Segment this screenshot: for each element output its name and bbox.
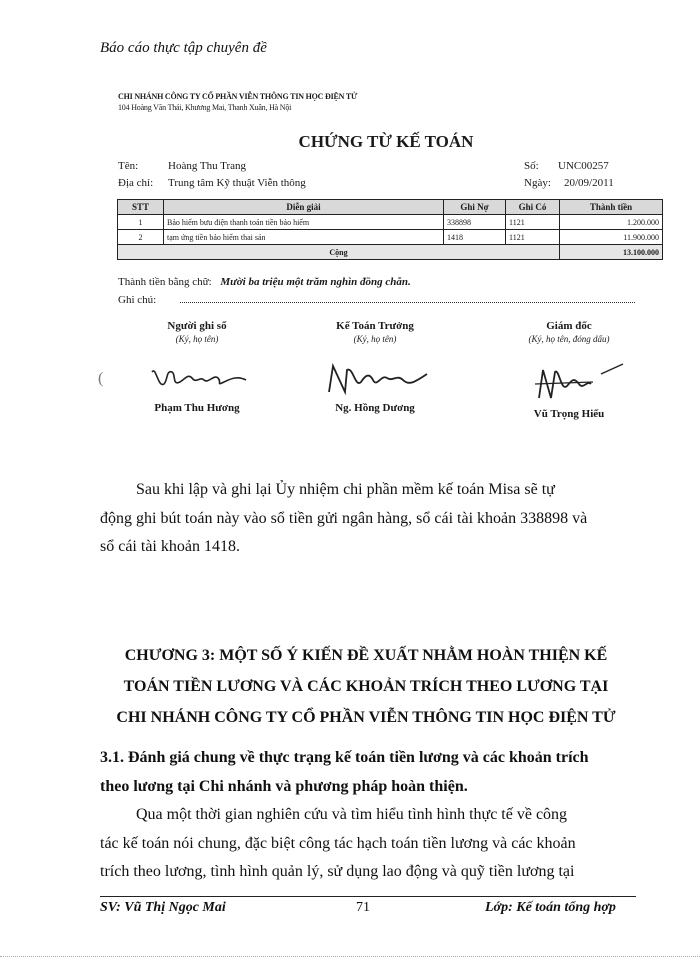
amount-words-value: Mười ba triệu một trăm nghìn đồng chẵn. xyxy=(220,276,411,288)
footer-rule xyxy=(100,896,636,897)
column-header: Ghi Có xyxy=(506,200,560,215)
page-edge xyxy=(0,956,700,957)
date-value: 20/09/2011 xyxy=(564,177,614,189)
signature-role: Người ghi sổ xyxy=(167,320,227,332)
total-value: 13.100.000 xyxy=(560,245,663,260)
signature-block-director xyxy=(484,320,654,420)
signature-block-bookkeeper xyxy=(112,320,282,414)
table-header-row xyxy=(118,200,663,215)
text-line: theo lương tại Chi nhánh và phương pháp hoàn thiện. xyxy=(100,777,468,795)
signature-hint: (Ký, họ tên, đóng dấu) xyxy=(528,334,610,344)
signature-hint: (Ký, họ tên) xyxy=(353,334,397,344)
name-label: Tên: xyxy=(118,160,139,172)
text-line: Qua một thời gian nghiên cứu và tìm hiểu tình hình thực tế về công xyxy=(136,806,568,823)
signature-role: Kế Toán Trưởng xyxy=(336,320,414,332)
text-line: trích theo lương, tình hình quản lý, sử dụng lao động và quỹ tiền lương tại xyxy=(100,863,575,880)
number-label: Số: xyxy=(524,160,539,172)
voucher-table xyxy=(117,199,663,260)
table-cell: 1.200.000 xyxy=(560,215,663,230)
total-label: Cộng xyxy=(118,245,560,260)
running-header: Báo cáo thực tập chuyên đề xyxy=(100,40,267,56)
signature-role: Giám đốc xyxy=(546,320,592,332)
table-cell: 338898 xyxy=(444,215,506,230)
text-line: tác kế toán nói chung, đặc biệt công tác hạch toán tiền lương và các khoản xyxy=(100,834,576,852)
signatory-name: Ng. Hồng Dương xyxy=(335,402,415,414)
table-row xyxy=(118,215,663,230)
text-line: 3.1. Đánh giá chung về thực trạng kế toán tiền lương và các khoản trích xyxy=(100,749,589,766)
amount-in-words xyxy=(118,276,411,288)
signatory-name: Vũ Trọng Hiếu xyxy=(533,408,605,420)
name-value: Hoàng Thu Trang xyxy=(168,160,247,172)
address-value: Trung tâm Kỹ thuật Viễn thông xyxy=(168,177,306,189)
signature-hint: (Ký, họ tên) xyxy=(175,334,219,344)
page-number: 71 xyxy=(356,900,370,915)
table-cell: 11.900.000 xyxy=(560,230,663,245)
signatory-name: Phạm Thu Hương xyxy=(154,402,240,414)
column-header: Diễn giải xyxy=(164,200,444,215)
section-heading xyxy=(100,744,632,801)
voucher-title: CHỨNG TỪ KẾ TOÁN xyxy=(298,132,474,151)
address-label: Địa chỉ: xyxy=(118,177,154,189)
table-cell: 1121 xyxy=(506,230,560,245)
text-line: CHI NHÁNH CÔNG TY CỔ PHẦN VIỄN THÔNG TIN HỌC ĐIỆN TỬ xyxy=(116,709,616,726)
signature-block-chief-accountant xyxy=(290,320,460,414)
table-row xyxy=(118,230,663,245)
date-label: Ngày: xyxy=(524,177,551,189)
column-header: Thành tiền xyxy=(560,200,663,215)
amount-words-label: Thành tiền bằng chữ: xyxy=(118,276,212,288)
company-name: CHI NHÁNH CÔNG TY CỔ PHẦN VIỄN THÔNG TIN HỌC ĐIỆN TỬ xyxy=(118,92,358,101)
table-cell: 1121 xyxy=(506,215,560,230)
table-cell: Bảo hiểm bưu điện thanh toán tiền bảo hiểm xyxy=(164,215,444,230)
text-line: CHƯƠNG 3: MỘT SỐ Ý KIẾN ĐỀ XUẤT NHẰM HOÀN THIỆN KẾ xyxy=(124,647,608,664)
text-line: sổ cái tài khoản 1418. xyxy=(100,538,240,555)
table-cell: 1418 xyxy=(444,230,506,245)
table-cell: tạm ứng tiền bảo hiểm thai sản xyxy=(164,230,444,245)
handwritten-signature xyxy=(509,362,629,402)
paragraph-misa-posting xyxy=(100,476,632,562)
text-line: Sau khi lập và ghi lại Ủy nhiệm chi phần mềm kế toán Misa sẽ tự xyxy=(136,481,555,498)
table-cell: 2 xyxy=(118,230,164,245)
table-cell: 1 xyxy=(118,215,164,230)
margin-mark: ( xyxy=(98,370,104,387)
accounting-voucher-scan xyxy=(98,88,660,436)
handwritten-signature xyxy=(315,362,435,396)
company-address: 104 Hoàng Văn Thái, Khương Mai, Thanh Xuân, Hà Nội xyxy=(118,103,292,112)
column-header: Ghi Nợ xyxy=(444,200,506,215)
footer-class: Lớp: Kế toán tổng hợp xyxy=(485,900,616,915)
note-label: Ghi chú: xyxy=(118,294,157,306)
handwritten-signature xyxy=(142,362,252,396)
total-row xyxy=(118,245,663,260)
chapter-heading xyxy=(100,640,632,733)
column-header: STT xyxy=(118,200,164,215)
paragraph-research xyxy=(100,801,632,887)
number-value: UNC00257 xyxy=(558,160,609,172)
text-line: động ghi bút toán này vào sổ tiền gửi ngân hàng, sổ cái tài khoản 338898 và xyxy=(100,509,588,527)
footer-student: SV: Vũ Thị Ngọc Mai xyxy=(100,900,226,915)
note-dotted-line xyxy=(180,302,635,303)
text-line: TOÁN TIỀN LƯƠNG VÀ CÁC KHOẢN TRÍCH THEO LƯƠNG TẠI xyxy=(123,678,609,695)
